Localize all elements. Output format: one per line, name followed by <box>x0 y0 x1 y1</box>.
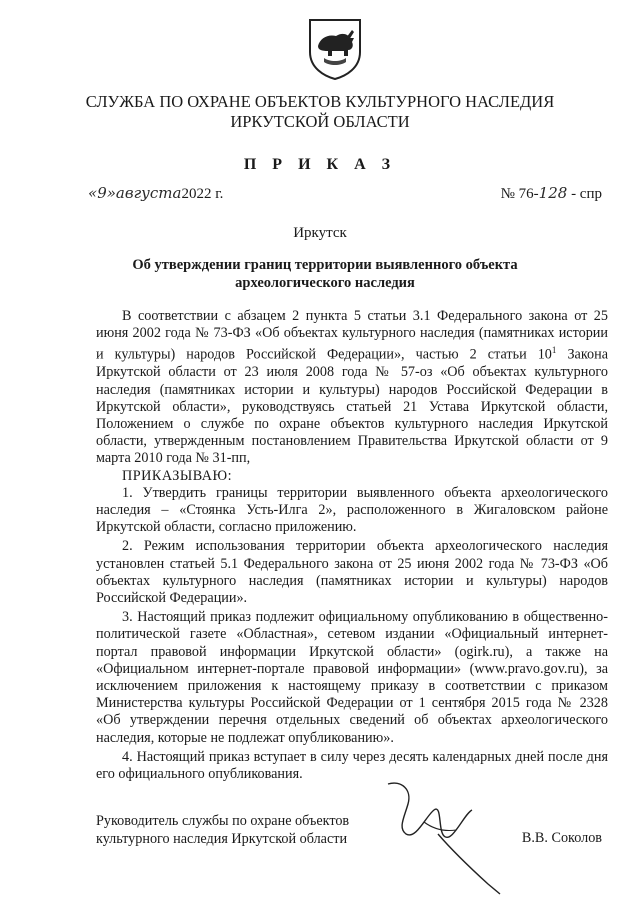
preamble-text-cont: Закона Иркутской области от 23 июля 2008 года № 57-оз «Об объектах культурного наследия (памятниках истории и культуры) народов Российской Федерации в Иркутской области», руководствуясь статьей 21 Устава Иркутской области, Положением о службе по охране объектов культурного наследия Иркутской области, утвержденным постановлением Правительства Иркутской области от 9 марта 2010 года № 31-пп, <box>96 347 609 467</box>
signatory-position-line-2: культурного наследия Иркутской области <box>96 830 348 847</box>
coat-of-arms-icon <box>302 16 368 82</box>
date-close-quote: » <box>106 184 116 202</box>
order-number-prefix: № 76- <box>500 186 539 202</box>
preamble-paragraph <box>96 308 608 468</box>
date-open-quote: « <box>88 184 98 202</box>
date-day: 9 <box>97 184 107 202</box>
signatory-position-line-1: Руководитель службы по охране объектов <box>96 813 350 829</box>
order-item-2: 2. Режим использования территории объекта археологического наследия установлен статьей 5.1 Федерального закона от 25 июня 2002 года № 73-ФЗ «Об объектах культурного наследия (памятниках истории и культуры) народов Российской Федерации». <box>96 538 608 606</box>
subject-line-2: археологического наследия <box>235 275 415 291</box>
agency-line-2: ИРКУТСКОЙ ОБЛАСТИ <box>230 112 410 131</box>
agency-line-1: СЛУЖБА ПО ОХРАНЕ ОБЪЕКТОВ КУЛЬТУРНОГО НАСЛЕДИЯ <box>85 92 555 111</box>
agency-name <box>40 92 600 132</box>
preamble-superscript: 1 <box>551 345 557 356</box>
order-item-1: 1. Утвердить границы территории выявленного объекта археологического наследия – «Стоянка Усть-Илга 2», расположенного в Жигаловском районе Иркутской области, согласно приложению. <box>96 484 608 536</box>
signatory-name: В.В. Соколов <box>521 830 602 846</box>
preamble-text: В соответствии с абзацем 2 пункта 5 статьи 3.1 Федерального закона от 25 июня 2002 года № 73-ФЗ «Об объектах культурного наследия (памятниках истории и культуры) народов Российской Федерации», частью 2 статьи 10 <box>96 308 608 364</box>
order-body <box>96 308 608 783</box>
prikazyvayu-heading: ПРИКАЗЫВАЮ: <box>122 467 233 484</box>
date-year: 2022 г. <box>181 186 224 202</box>
city: Иркутск <box>293 225 347 241</box>
order-item-3: 3. Настоящий приказ подлежит официальному опубликованию в общественно-политической газете «Областная», сетевом издании «Официальный интернет-портал правовой информации Иркутской области» (ogirk.ru), а также на «Официальном интернет-портале правовой информации» (www.pravo.gov.ru), за исключением приложения к настоящему приказу в соответствии с приказом Министерства культуры Российской Федерации от 1 сентября 2015 года № 2328 «Об утверждении перечня отдельных сведений об объектах археологического наследия, которые не подлежат опубликованию». <box>96 609 608 746</box>
order-item-4: 4. Настоящий приказ вступает в силу через десять календарных дней после дня его официального опубликования. <box>96 748 608 783</box>
order-number-handwritten: 128 <box>538 184 568 202</box>
order-number-suffix: - спр <box>567 186 602 202</box>
date-month: августа <box>115 184 182 202</box>
order-date <box>88 184 223 203</box>
subject-line-1: Об утверждении границ территории выявленного объекта <box>132 257 518 273</box>
order-number <box>501 184 602 203</box>
signatory-position <box>96 813 396 848</box>
document-type: П Р И К А З <box>243 156 397 173</box>
order-subject <box>120 256 530 292</box>
